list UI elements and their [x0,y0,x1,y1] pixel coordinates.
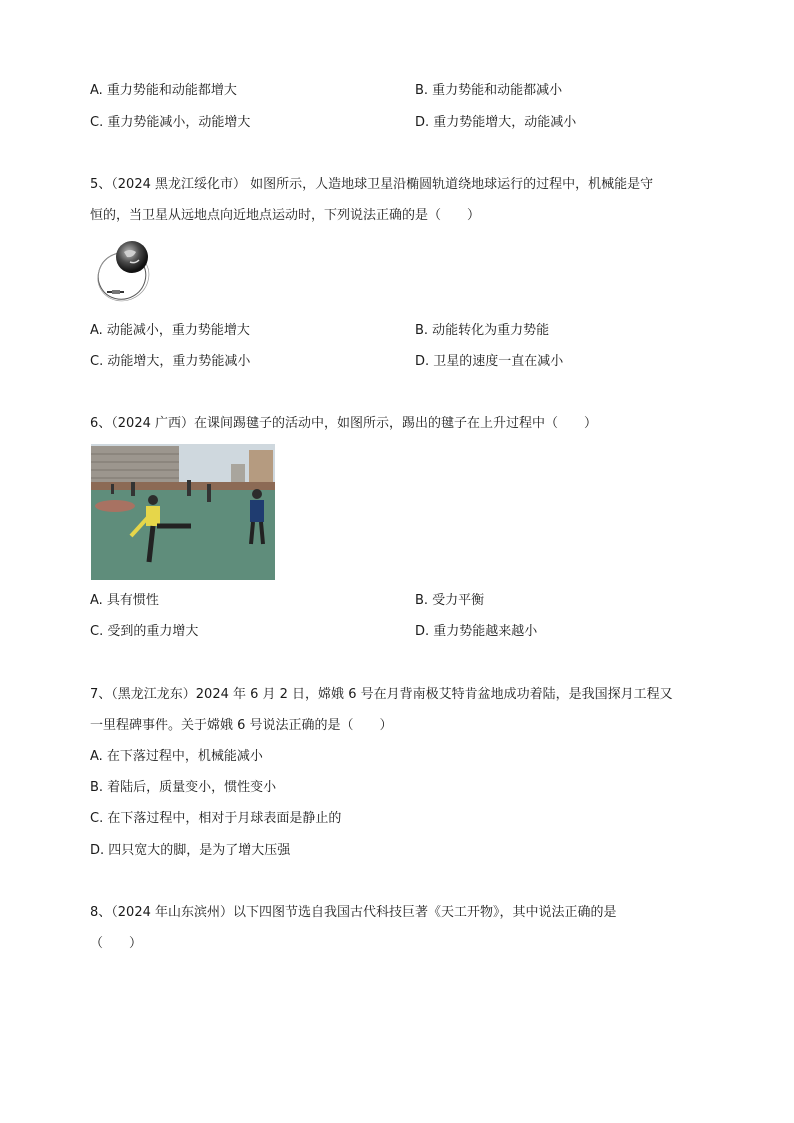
q5-stem-line2: 恒的，当卫星从远地点向近地点运动时，下列说法正确的是（ ） [90,208,481,223]
q6-option-b: B. 受力平衡 [415,593,485,608]
q7-stem-line2: 一里程碑事件。关于嫦娥 6 号说法正确的是（ ） [90,718,393,733]
q6-option-c: C. 受到的重力增大 [90,624,199,639]
shuttlecock-kicking-photo [91,444,275,580]
q4-option-d: D. 重力势能增大，动能减小 [415,115,577,130]
q7-option-a: A. 在下落过程中，机械能减小 [90,749,263,764]
q6-stem: 6、（2024 广西）在课间踢毽子的活动中，如图所示，踢出的毽子在上升过程中（ ） [90,416,597,431]
satellite-icon [107,290,124,294]
q6-option-d: D. 重力势能越来越小 [415,624,538,639]
q7-option-d: D. 四只宽大的脚，是为了增大压强 [90,843,291,858]
q4-option-b: B. 重力势能和动能都减小 [415,83,563,98]
q5-option-a: A. 动能减小，重力势能增大 [90,323,250,338]
q4-option-c: C. 重力势能减小，动能增大 [90,115,251,130]
q5-option-b: B. 动能转化为重力势能 [415,323,550,338]
satellite-orbit-figure [92,236,162,302]
q5-option-d: D. 卫星的速度一直在减小 [415,354,564,369]
q8-stem-line2: （ ） [90,936,143,951]
q7-option-b: B. 着陆后，质量变小，惯性变小 [90,780,277,795]
q7-stem-line1: 7、（黑龙江龙东）2024 年 6 月 2 日，嫦娥 6 号在月背南极艾特肯盆地成功着陆，是我国探月工程又 [90,687,673,702]
q6-option-a: A. 具有惯性 [90,593,159,608]
q7-option-c: C. 在下落过程中，相对于月球表面是静止的 [90,811,342,826]
q4-option-a: A. 重力势能和动能都增大 [90,83,237,98]
q8-stem-line1: 8、（2024 年山东滨州）以下四图节选自我国古代科技巨著《天工开物》，其中说法正确的是 [90,905,617,920]
q5-stem-line1: 5、（2024 黑龙江绥化市） 如图所示，人造地球卫星沿椭圆轨道绕地球运行的过程中，机械能是守 [90,177,654,192]
q5-option-c: C. 动能增大，重力势能减小 [90,354,251,369]
earth-icon [116,241,148,273]
